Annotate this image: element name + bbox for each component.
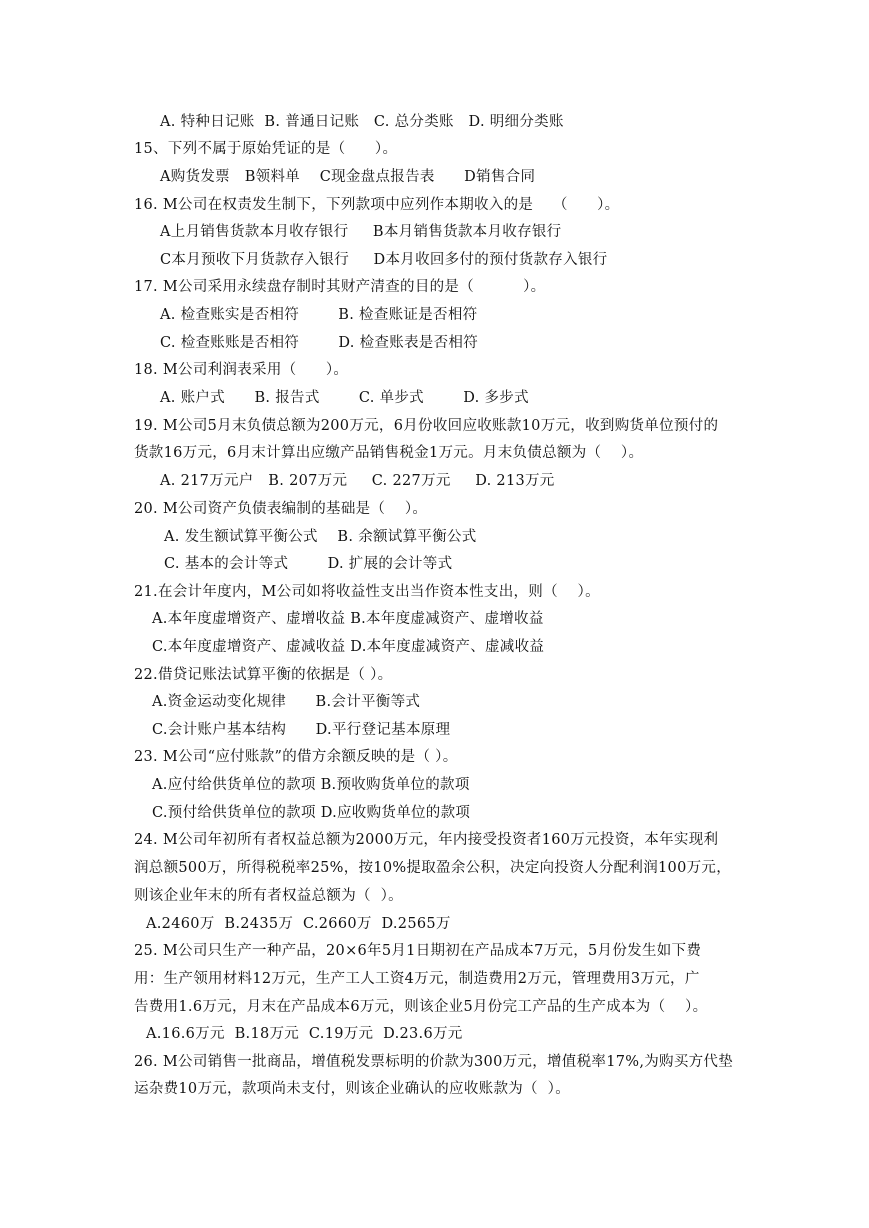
q23-options-cd: C.预付给供货单位的款项 D.应收购货单位的款项 [152,805,471,821]
q19-options: A. 217万元户 B. 207万元 C. 227万元 D. 213万元 [160,473,555,489]
q24-question-line1: 24. M公司年初所有者权益总额为2000万元，年内接受投资者160万元投资，本年实现利 [134,832,719,848]
q18-options: A. 账户式 B. 报告式 C. 单步式 D. 多步式 [160,390,529,406]
q26-question-line1: 26. M公司销售一批商品，增值税发票标明的价款为300万元，增值税率17%,为购买方代垫 [134,1054,734,1070]
q25-question-line2: 用：生产领用材料12万元，生产工人工资4万元，制造费用2万元，管理费用3万元，广 [134,971,700,987]
q16-question: 16. M公司在权责发生制下，下列款项中应列作本期收入的是 （ ）。 [134,197,620,213]
q24-question-line3: 则该企业年末的所有者权益总额为（ ）。 [134,888,403,904]
q22-question: 22.借贷记账法试算平衡的依据是（ ）。 [134,667,393,683]
q17-options-ab: A. 检查账实是否相符 B. 检查账证是否相符 [160,307,478,323]
q20-question: 20. M公司资产负债表编制的基础是（ ）。 [134,501,428,517]
q21-question: 21.在会计年度内，M公司如将收益性支出当作资本性支出，则（ ）。 [134,584,600,600]
q25-options: A.16.6万元 B.18万元 C.19万元 D.23.6万元 [146,1026,463,1042]
q24-question-line2: 润总额500万，所得税税率25%，按10%提取盈余公积，决定向投资人分配利润100万元， [134,860,732,876]
q15-question: 15、下列不属于原始凭证的是（ ）。 [134,141,398,157]
q24-options: A.2460万 B.2435万 C.2660万 D.2565万 [146,916,451,932]
q22-options-cd: C.会计账户基本结构 D.平行登记基本原理 [152,722,451,738]
q16-options-ab: A上月销售货款本月收存银行 B本月销售货款本月收存银行 [160,224,562,240]
q15-options: A购货发票 B领料单 C现金盘点报告表 D销售合同 [160,169,536,185]
q25-question-line3: 告费用1.6万元，月末在产品成本6万元，则该企业5月份完工产品的生产成本为（ ）。 [134,999,708,1015]
q23-options-ab: A.应付给供货单位的款项 B.预收购货单位的款项 [152,777,470,793]
q23-question: 23. M公司“应付账款”的借方余额反映的是（ ）。 [134,749,458,765]
q17-question: 17. M公司采用永续盘存制时其财产清查的目的是（ ）。 [134,279,546,295]
q19-question-line1: 19. M公司5月末负债总额为200万元，6月份收回应收账款10万元，收到购货单位预付的 [134,418,719,434]
q21-options-cd: C.本年度虚增资产、虚减收益 D.本年度虚减资产、虚减收益 [152,639,545,655]
q25-question-line1: 25. M公司只生产一种产品，20×6年5月1日期初在产品成本7万元，5月份发生如下费 [134,943,702,959]
q18-question: 18. M公司利润表采用（ ）。 [134,362,349,378]
q21-options-ab: A.本年度虚增资产、虚增收益 B.本年度虚减资产、虚增收益 [152,611,544,627]
q20-options-ab: A. 发生额试算平衡公式 B. 余额试算平衡公式 [164,529,477,545]
q19-question-line2: 货款16万元，6月末计算出应缴产品销售税金1万元。月末负债总额为（ ）。 [134,445,644,461]
q17-options-cd: C. 检查账账是否相符 D. 检查账表是否相符 [160,335,478,351]
q14-options: A. 特种日记账 B. 普通日记账 C. 总分类账 D. 明细分类账 [160,114,564,130]
q22-options-ab: A.资金运动变化规律 B.会计平衡等式 [152,694,421,710]
q26-question-line2: 运杂费10万元，款项尚未支付，则该企业确认的应收账款为（ ）。 [134,1081,571,1097]
q16-options-cd: C本月预收下月货款存入银行 D本月收回多付的预付货款存入银行 [160,252,608,268]
q20-options-cd: C. 基本的会计等式 D. 扩展的会计等式 [164,556,453,572]
